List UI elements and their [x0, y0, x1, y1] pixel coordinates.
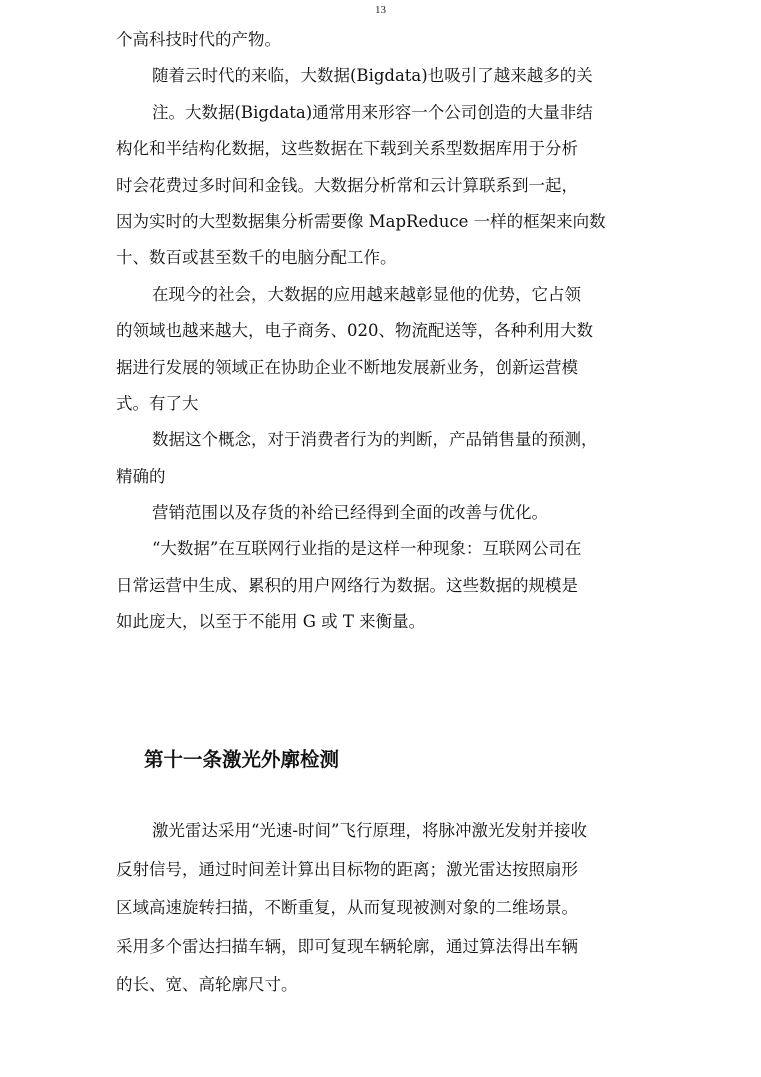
text-line: 注。大数据(Bigdata)通常用来形容一个公司创造的大量非结: [152, 102, 593, 122]
text-line: 数据这个概念，对于消费者行为的判断，产品销售量的预测，: [152, 430, 598, 450]
text-line: 营销范围以及存货的补给已经得到全面的改善与优化。: [152, 503, 548, 523]
text-line: “大数据”在互联网行业指的是这样一种现象：互联网公司在: [152, 539, 582, 559]
section-heading: 第十一条激光外廓检测: [144, 748, 340, 771]
page-number: 13: [375, 4, 386, 16]
text-line: 区域高速旋转扫描，不断重复，从而复现被测对象的二维场景。: [116, 898, 578, 918]
text-line: 在现今的社会，大数据的应用越来越彰显他的优势，它占领: [152, 284, 581, 304]
text-line: 的长、宽、高轮廓尺寸。: [116, 975, 298, 995]
text-line: 个高科技时代的产物。: [116, 30, 281, 49]
text-line: 采用多个雷达扫描车辆，即可复现车辆轮廓，通过算法得出车辆: [116, 936, 578, 956]
text-line: 激光雷达采用“光速-时间”飞行原理，将脉冲激光发射并接收: [152, 821, 587, 840]
text-line: 精确的: [116, 466, 166, 486]
text-line: 构化和半结构化数据，这些数据在下载到关系型数据库用于分析: [116, 139, 578, 159]
text-line: 据进行发展的领域正在协助企业不断地发展新业务，创新运营模: [116, 357, 578, 377]
text-line: 十、数百或甚至数千的电脑分配工作。: [116, 248, 397, 268]
text-line: 的领域也越来越大，电子商务、020、物流配送等，各种利用大数: [116, 321, 593, 341]
section-body-text: [116, 812, 646, 1005]
text-line: 如此庞大，以至于不能用 G 或 T 来衡量。: [116, 612, 426, 632]
text-line: 日常运营中生成、累积的用户网络行为数据。这些数据的规模是: [116, 575, 578, 595]
body-text: [116, 22, 646, 641]
text-line: 式。有了大: [116, 393, 199, 413]
text-line: 时会花费过多时间和金钱。大数据分析常和云计算联系到一起，: [116, 175, 578, 195]
text-line: 反射信号，通过时间差计算出目标物的距离；激光雷达按照扇形: [116, 859, 578, 879]
text-line: 因为实时的大型数据集分析需要像 MapReduce 一样的框架来向数: [116, 211, 606, 231]
text-line: 随着云时代的来临，大数据(Bigdata)也吸引了越来越多的关: [152, 66, 593, 86]
